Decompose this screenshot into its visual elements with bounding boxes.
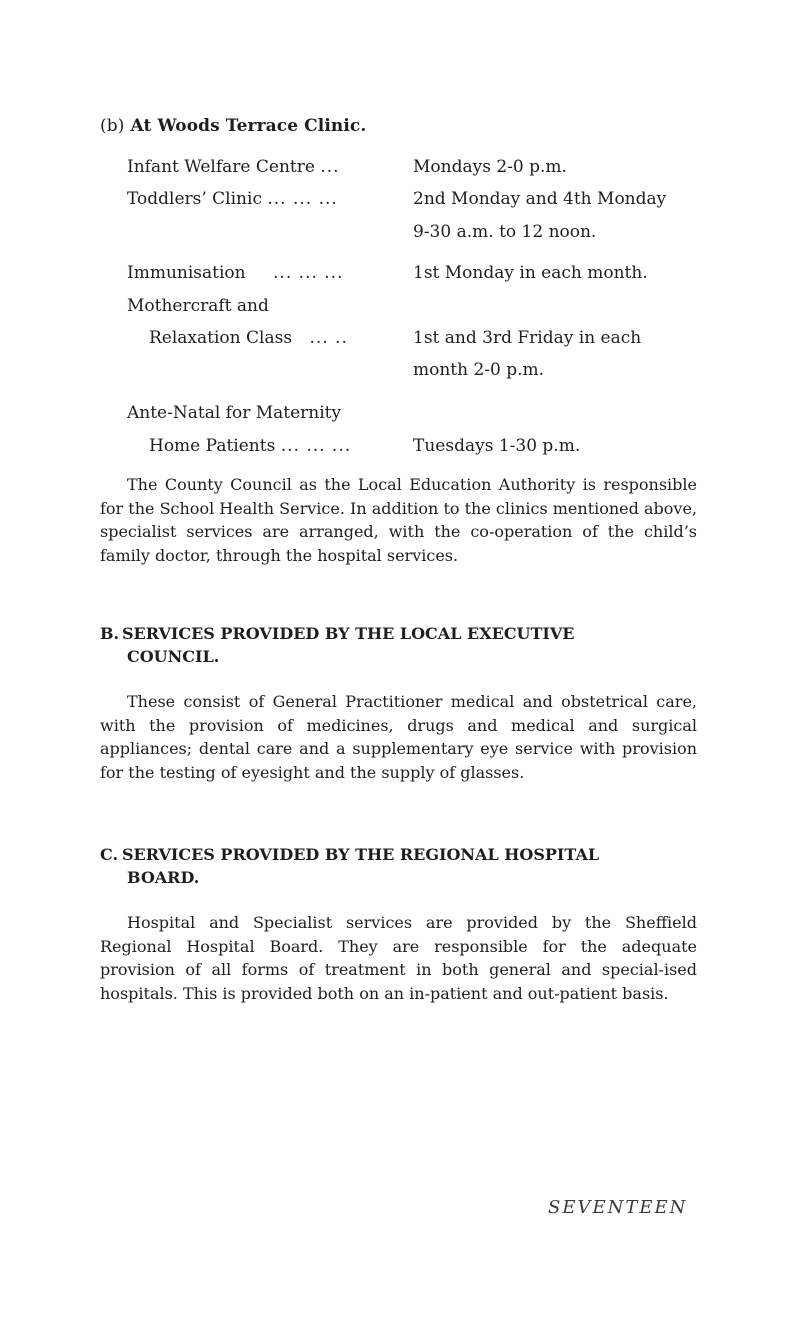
service-name: Mothercraft and (127, 296, 269, 316)
service-time: 1st Monday in each month. (413, 263, 648, 283)
section-c-heading (100, 843, 660, 889)
leader-dots: ... ... ... (267, 189, 338, 209)
section-b-title: SERVICES PROVIDED BY THE LOCAL EXECUTIVE (122, 624, 575, 643)
clinic-title: At Woods Terrace Clinic. (130, 116, 367, 136)
page-number-footer: SEVENTEEN (548, 1197, 688, 1218)
clinic-label: (b) (100, 116, 125, 136)
leader-dots: ... ... ... (280, 436, 352, 456)
service-name: Infant Welfare Centre (127, 157, 315, 177)
service-time: 2nd Monday and 4th Monday (413, 189, 667, 209)
leader-dots: ... (320, 157, 340, 177)
section-c-letter: C. (100, 845, 119, 864)
service-name: Relaxation Class (149, 328, 293, 348)
clinic-heading (100, 116, 366, 136)
section-b-paragraph: These consist of General Practitioner medical and obstetrical care, with the provision of medicines, drugs and medical and surgical appliances; dental care and a supplementary eye service with provision for the testing of eyesight and the supply of glasses. (100, 692, 697, 783)
section-b-title-cont: COUNCIL. (127, 647, 220, 666)
section-c-paragraph: Hospital and Specialist services are provided by the Sheffield Regional Hospital Board. They are responsible for the adequate provision of all forms of treatment in both general and special-ised hospitals. This is provided both on an in-patient and out-patient basis. (100, 913, 697, 1004)
service-time: Tuesdays 1-30 p.m. (413, 436, 581, 456)
school-health-paragraph: The County Council as the Local Education Authority is responsible for the School Health Service. In addition to the clinics mentioned above, specialist services are arranged, with the co-operation of the child’s family doctor, through the hospital services. (100, 475, 697, 566)
service-time: 1st and 3rd Friday in each (413, 328, 642, 348)
service-name: Ante-Natal for Maternity (127, 403, 342, 423)
leader-dots: ... .. (309, 328, 348, 348)
service-name: Home Patients (149, 436, 276, 456)
section-b-heading (100, 622, 660, 668)
service-name: Toddlers’ Clinic (127, 189, 262, 209)
section-c-title: SERVICES PROVIDED BY THE REGIONAL HOSPITAL (122, 845, 600, 864)
section-b-letter: B. (100, 624, 120, 643)
leader-dots: ... ... ... (273, 263, 344, 283)
section-c-title-cont: BOARD. (127, 868, 200, 887)
service-time: 9-30 a.m. to 12 noon. (413, 222, 597, 242)
service-time: month 2-0 p.m. (413, 360, 545, 380)
service-time: Mondays 2-0 p.m. (413, 157, 567, 177)
service-name: Immunisation (127, 263, 246, 283)
